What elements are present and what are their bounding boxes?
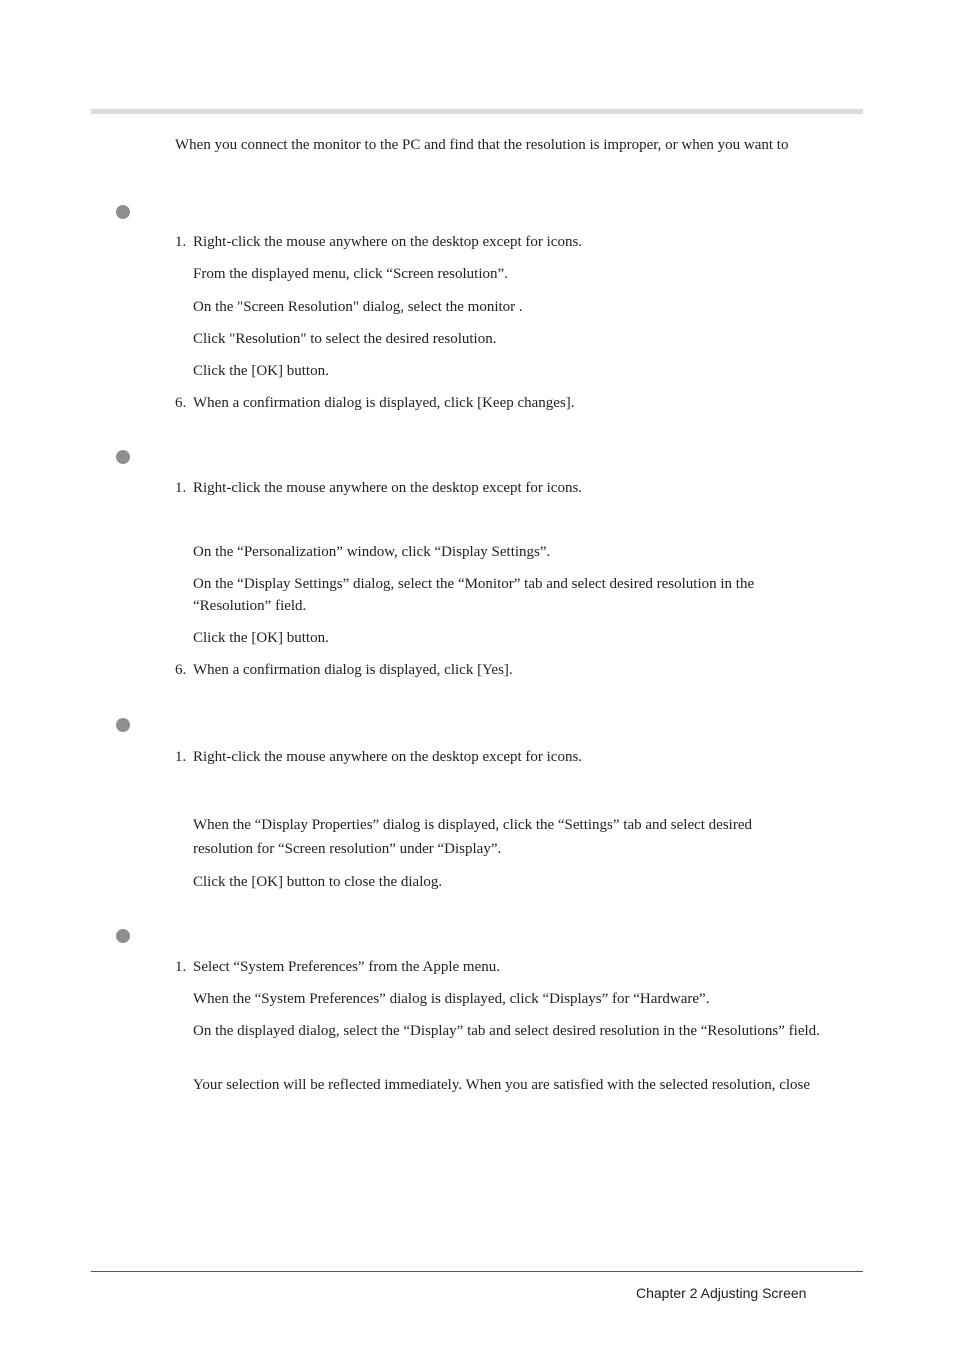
step-number: 1. [175,234,187,250]
step-text: Right-click the mouse anywhere on the desktop except for icons. [193,234,583,250]
top-rule [91,109,863,114]
step-text: Click the [OK] button. [193,630,329,646]
footer-rule [91,1271,863,1272]
step-text: Right-click the mouse anywhere on the desktop except for icons. [193,480,583,496]
section-bullet-icon [116,718,130,732]
section-bullet-icon [116,450,130,464]
step-text: Click the [OK] button. [193,363,329,379]
step-number: 1. [175,749,187,765]
step-text: When a confirmation dialog is displayed, click [Keep changes]. [193,395,575,411]
section-bullet-icon [116,205,130,219]
step-number: 1. [175,480,187,496]
step-text: Right-click the mouse anywhere on the desktop except for icons. [193,749,583,765]
step-text: On the "Screen Resolution" dialog, select the monitor . [193,299,523,315]
step-text: On the “Display Settings” dialog, select the “Monitor” tab and select desired resolution in the “Resolution” field. [193,576,755,614]
step-text: When a confirmation dialog is displayed, click [Yes]. [193,662,513,678]
intro-paragraph: When you connect the monitor to the PC and find that the resolution is improper, or when you want to [175,137,789,153]
footer-chapter-title: Chapter 2 Adjusting Screen [636,1285,807,1301]
step-text: On the displayed dialog, select the “Display” tab and select desired resolution in the “Resolutions” field. [193,1023,820,1039]
step-text: When the “System Preferences” dialog is displayed, click “Displays” for “Hardware”. [193,991,710,1007]
step-number: 6. [175,395,187,411]
section-bullet-icon [116,929,130,943]
step-text: When the “Display Properties” dialog is displayed, click the “Settings” tab and select desired resolution for “Screen resolution” under “Display”. [193,817,752,857]
step-number: 1. [175,959,187,975]
step-text: Your selection will be reflected immediately. When you are satisfied with the selected resolution, close [193,1077,811,1093]
step-text: Click "Resolution" to select the desired resolution. [193,331,497,347]
step-text: Click the [OK] button to close the dialog. [193,874,443,890]
step-text: From the displayed menu, click “Screen resolution”. [193,266,508,282]
step-number: 6. [175,662,187,678]
step-text: On the “Personalization” window, click “Display Settings”. [193,544,551,560]
step-text: Select “System Preferences” from the Apple menu. [193,959,500,975]
